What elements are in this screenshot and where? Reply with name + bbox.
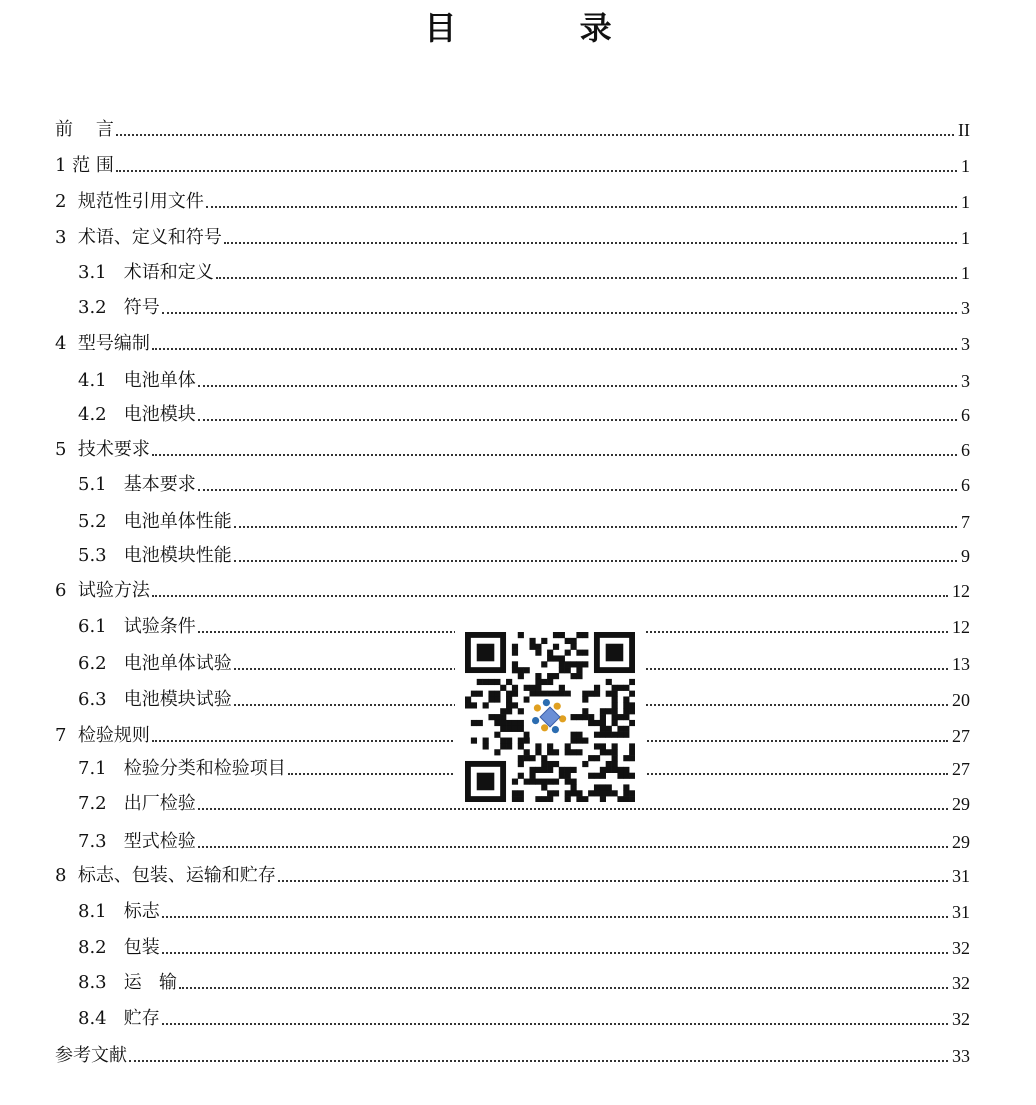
toc-entry[interactable] bbox=[78, 291, 970, 319]
toc-entry-page: 29 bbox=[952, 832, 970, 852]
toc-entry-page: 31 bbox=[952, 902, 970, 922]
toc-entry-page: 1 bbox=[961, 192, 970, 212]
toc-leader-dots bbox=[216, 276, 957, 279]
toc-leader-dots bbox=[116, 169, 957, 172]
toc-entry-label: 1 范 围 bbox=[55, 155, 114, 176]
toc-entry[interactable] bbox=[55, 185, 970, 213]
toc-entry[interactable] bbox=[78, 398, 970, 426]
toc-entry[interactable] bbox=[55, 221, 970, 249]
toc-entry-label: 7 检验规则 bbox=[55, 725, 150, 746]
toc-entry-label: 4 型号编制 bbox=[55, 333, 150, 354]
toc-leader-dots bbox=[198, 845, 948, 848]
toc-entry-label: 参考文献 bbox=[55, 1045, 127, 1066]
qr-code-overlay bbox=[455, 627, 645, 807]
toc-entry-page: 32 bbox=[952, 973, 970, 993]
qr-code-icon bbox=[465, 632, 635, 802]
toc-entry-page: 27 bbox=[952, 759, 970, 779]
toc-entry-page: 27 bbox=[952, 726, 970, 746]
toc-entry-page: 20 bbox=[952, 690, 970, 710]
toc-leader-dots bbox=[206, 205, 957, 208]
toc-entry-label: 6.3 电池模块试验 bbox=[78, 689, 232, 710]
toc-leader-dots bbox=[116, 133, 954, 136]
toc-entry-label: 8.3 运 输 bbox=[78, 972, 177, 993]
toc-entry[interactable] bbox=[55, 574, 970, 602]
toc-entry-page: 29 bbox=[952, 794, 970, 814]
toc-leader-dots bbox=[198, 384, 957, 387]
toc-leader-dots bbox=[152, 453, 957, 456]
toc-entry-page: 1 bbox=[961, 263, 970, 283]
toc-entry-label: 5.2 电池单体性能 bbox=[78, 511, 232, 532]
toc-entry-page: 3 bbox=[961, 334, 970, 354]
toc-leader-dots bbox=[162, 1022, 948, 1025]
toc-entry[interactable] bbox=[55, 113, 970, 141]
toc-leader-dots bbox=[198, 807, 948, 810]
toc-entry[interactable] bbox=[78, 895, 970, 923]
toc-leader-dots bbox=[162, 311, 957, 314]
toc-entry[interactable] bbox=[78, 1002, 970, 1030]
toc-entry-page: 7 bbox=[961, 512, 970, 532]
page-title: 目 录 bbox=[424, 9, 668, 47]
toc-entry-page: 3 bbox=[961, 371, 970, 391]
toc-entry-page: 6 bbox=[961, 475, 970, 495]
toc-leader-dots bbox=[234, 525, 957, 528]
toc-leader-dots bbox=[152, 347, 957, 350]
toc-entry[interactable] bbox=[78, 539, 970, 567]
toc-entry-page: 1 bbox=[961, 156, 970, 176]
toc-entry-label: 3.1 术语和定义 bbox=[78, 262, 214, 283]
toc-entry-label: 5 技术要求 bbox=[55, 439, 150, 460]
toc-entry[interactable] bbox=[55, 327, 970, 355]
toc-leader-dots bbox=[198, 488, 957, 491]
toc-entry-label: 前 言 bbox=[55, 119, 114, 140]
toc-entry-label: 4.2 电池模块 bbox=[78, 404, 196, 425]
toc-entry-page: 13 bbox=[952, 654, 970, 674]
toc-entry-label: 5.3 电池模块性能 bbox=[78, 545, 232, 566]
toc-entry-label: 7.2 出厂检验 bbox=[78, 793, 196, 814]
toc-entry[interactable] bbox=[78, 966, 970, 994]
toc-entry-label: 5.1 基本要求 bbox=[78, 474, 196, 495]
toc-entry-label: 8 标志、包装、运输和贮存 bbox=[55, 865, 276, 886]
toc-leader-dots bbox=[162, 951, 948, 954]
toc-entry-page: 3 bbox=[961, 298, 970, 318]
toc-entry[interactable] bbox=[78, 364, 970, 392]
toc-entry-label: 7.1 检验分类和检验项目 bbox=[78, 758, 286, 779]
toc-entry-page: 32 bbox=[952, 1009, 970, 1029]
toc-entry[interactable] bbox=[55, 1039, 970, 1067]
toc-entry-label: 8.2 包装 bbox=[78, 937, 160, 958]
toc-entry[interactable] bbox=[55, 433, 970, 461]
toc-entry-page: 12 bbox=[952, 617, 970, 637]
toc-entry-page: 32 bbox=[952, 938, 970, 958]
toc-entry-label: 3 术语、定义和符号 bbox=[55, 227, 222, 248]
toc-entry-page: 6 bbox=[961, 440, 970, 460]
toc-entry-page: 33 bbox=[952, 1046, 970, 1066]
toc-entry-label: 2 规范性引用文件 bbox=[55, 191, 204, 212]
toc-entry[interactable] bbox=[78, 825, 970, 853]
toc-entry-label: 6 试验方法 bbox=[55, 580, 150, 601]
toc-entry-page: 31 bbox=[952, 866, 970, 886]
toc-entry-page: 6 bbox=[961, 405, 970, 425]
toc-leader-dots bbox=[152, 594, 948, 597]
toc-leader-dots bbox=[179, 986, 948, 989]
toc-entry-label: 6.1 试验条件 bbox=[78, 616, 196, 637]
toc-entry-label: 3.2 符号 bbox=[78, 297, 160, 318]
toc-entry-page: II bbox=[958, 120, 970, 140]
toc-entry-label: 8.1 标志 bbox=[78, 901, 160, 922]
toc-leader-dots bbox=[129, 1059, 948, 1062]
toc-leader-dots bbox=[278, 879, 948, 882]
toc-entry-label: 6.2 电池单体试验 bbox=[78, 653, 232, 674]
toc-entry-page: 9 bbox=[961, 546, 970, 566]
toc-leader-dots bbox=[234, 559, 957, 562]
toc-leader-dots bbox=[224, 241, 957, 244]
toc-entry[interactable] bbox=[55, 149, 970, 177]
toc-entry[interactable] bbox=[78, 256, 970, 284]
toc-leader-dots bbox=[198, 418, 957, 421]
toc-entry[interactable] bbox=[55, 859, 970, 887]
toc-entry[interactable] bbox=[78, 505, 970, 533]
toc-entry[interactable] bbox=[78, 468, 970, 496]
toc-entry-page: 1 bbox=[961, 228, 970, 248]
toc-entry[interactable] bbox=[78, 931, 970, 959]
toc-entry-label: 7.3 型式检验 bbox=[78, 831, 196, 852]
toc-entry-page: 12 bbox=[952, 581, 970, 601]
toc-entry-label: 8.4 贮存 bbox=[78, 1008, 160, 1029]
toc-leader-dots bbox=[162, 915, 948, 918]
toc-entry-label: 4.1 电池单体 bbox=[78, 370, 196, 391]
